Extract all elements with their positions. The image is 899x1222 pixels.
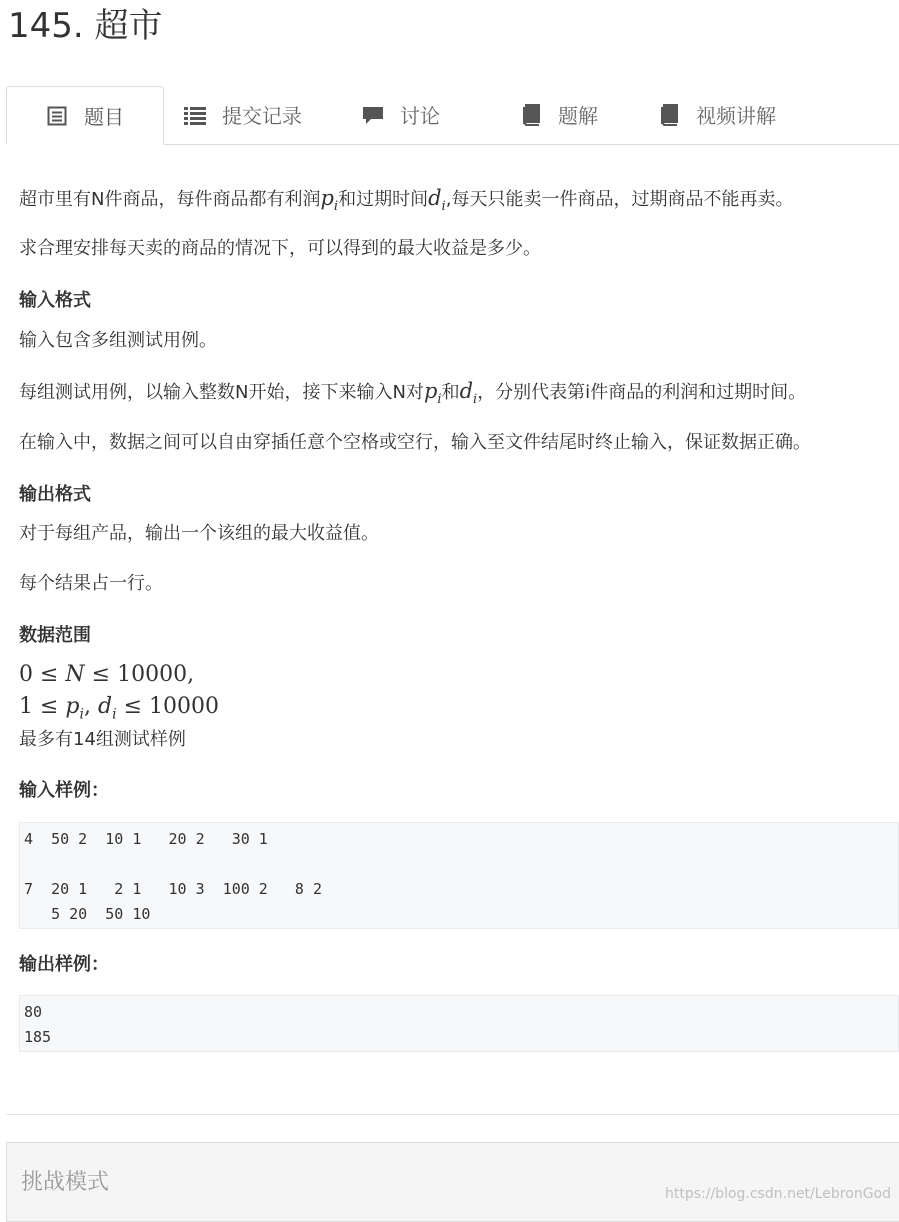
tab-problem[interactable] [6,86,164,145]
tab-video[interactable] [638,86,796,143]
tab-discussion[interactable] [322,86,480,143]
text: 和 [441,382,460,403]
sample-input-code[interactable]: 4 50 2 10 1 20 2 30 1 7 20 1 2 1 10 3 100 2 8 2 5 20 50 10 [19,822,899,929]
sample-output-code[interactable]: 80 185 [19,995,899,1052]
output-format-paragraph: 每个结果占一行。 [19,573,163,594]
range-note: 最多有14组测试样例 [19,729,186,750]
tab-label: 视频讲解 [696,104,776,128]
math-var: $p_i$ [423,379,442,408]
input-format-paragraph: 输入包含多组测试用例。 [19,330,217,351]
comment-icon [362,104,384,126]
sample-input-heading: 输入样例： [19,780,109,801]
text: 超市里有N件商品，每件商品都有利润 [19,189,321,210]
book-icon [520,104,542,126]
tab-label: 提交记录 [222,104,302,128]
math-var: $p_i$ [320,186,339,215]
problem-title: 145. 超市 [8,6,163,46]
text: ，分别代表第i件商品的利润和过期时间。 [477,382,807,403]
input-format-heading: 输入格式 [19,290,91,311]
input-format-paragraph: 在输入中，数据之间可以自由穿插任意个空格或空行，输入至文件结尾时终止输入，保证数据正确。 [19,432,811,453]
math-var: $d_i$ [459,379,478,408]
tab-label: 题解 [558,104,598,128]
input-format-paragraph [19,378,806,413]
challenge-mode-title: 挑战模式 [21,1170,110,1195]
statement-paragraph [19,185,793,220]
text: 每组测试用例，以输入整数N开始，接下来输入N对 [19,382,424,403]
statement-paragraph: 求合理安排每天卖的商品的情况下，可以得到的最大收益是多少。 [19,238,541,259]
watermark: https://blog.csdn.net/LebronGod [665,1186,891,1202]
text: ,每天只能卖一件商品，过期商品不能再卖。 [445,189,794,210]
tab-submissions[interactable] [164,86,322,143]
output-format-heading: 输出格式 [19,484,91,505]
tab-label: 题目 [84,105,124,129]
list-icon [46,105,68,127]
math-var: $d_i$ [428,186,446,215]
tab-solutions[interactable] [480,86,638,143]
divider [6,1114,899,1115]
challenge-mode-panel[interactable] [6,1142,899,1222]
bullet-list-icon [184,104,206,126]
range-heading: 数据范围 [19,625,91,646]
tab-label: 讨论 [400,104,440,128]
text: 和过期时间 [338,189,429,210]
book-icon [658,104,680,126]
tab-bar [6,86,899,145]
range-formula: $1 \le p_i$, $d_i \le 10000$ [19,694,219,723]
sample-output-heading: 输出样例： [19,954,109,975]
output-format-paragraph: 对于每组产品，输出一个该组的最大收益值。 [19,523,379,544]
range-formula: 0 ≤ N ≤ 10000, [19,662,195,687]
